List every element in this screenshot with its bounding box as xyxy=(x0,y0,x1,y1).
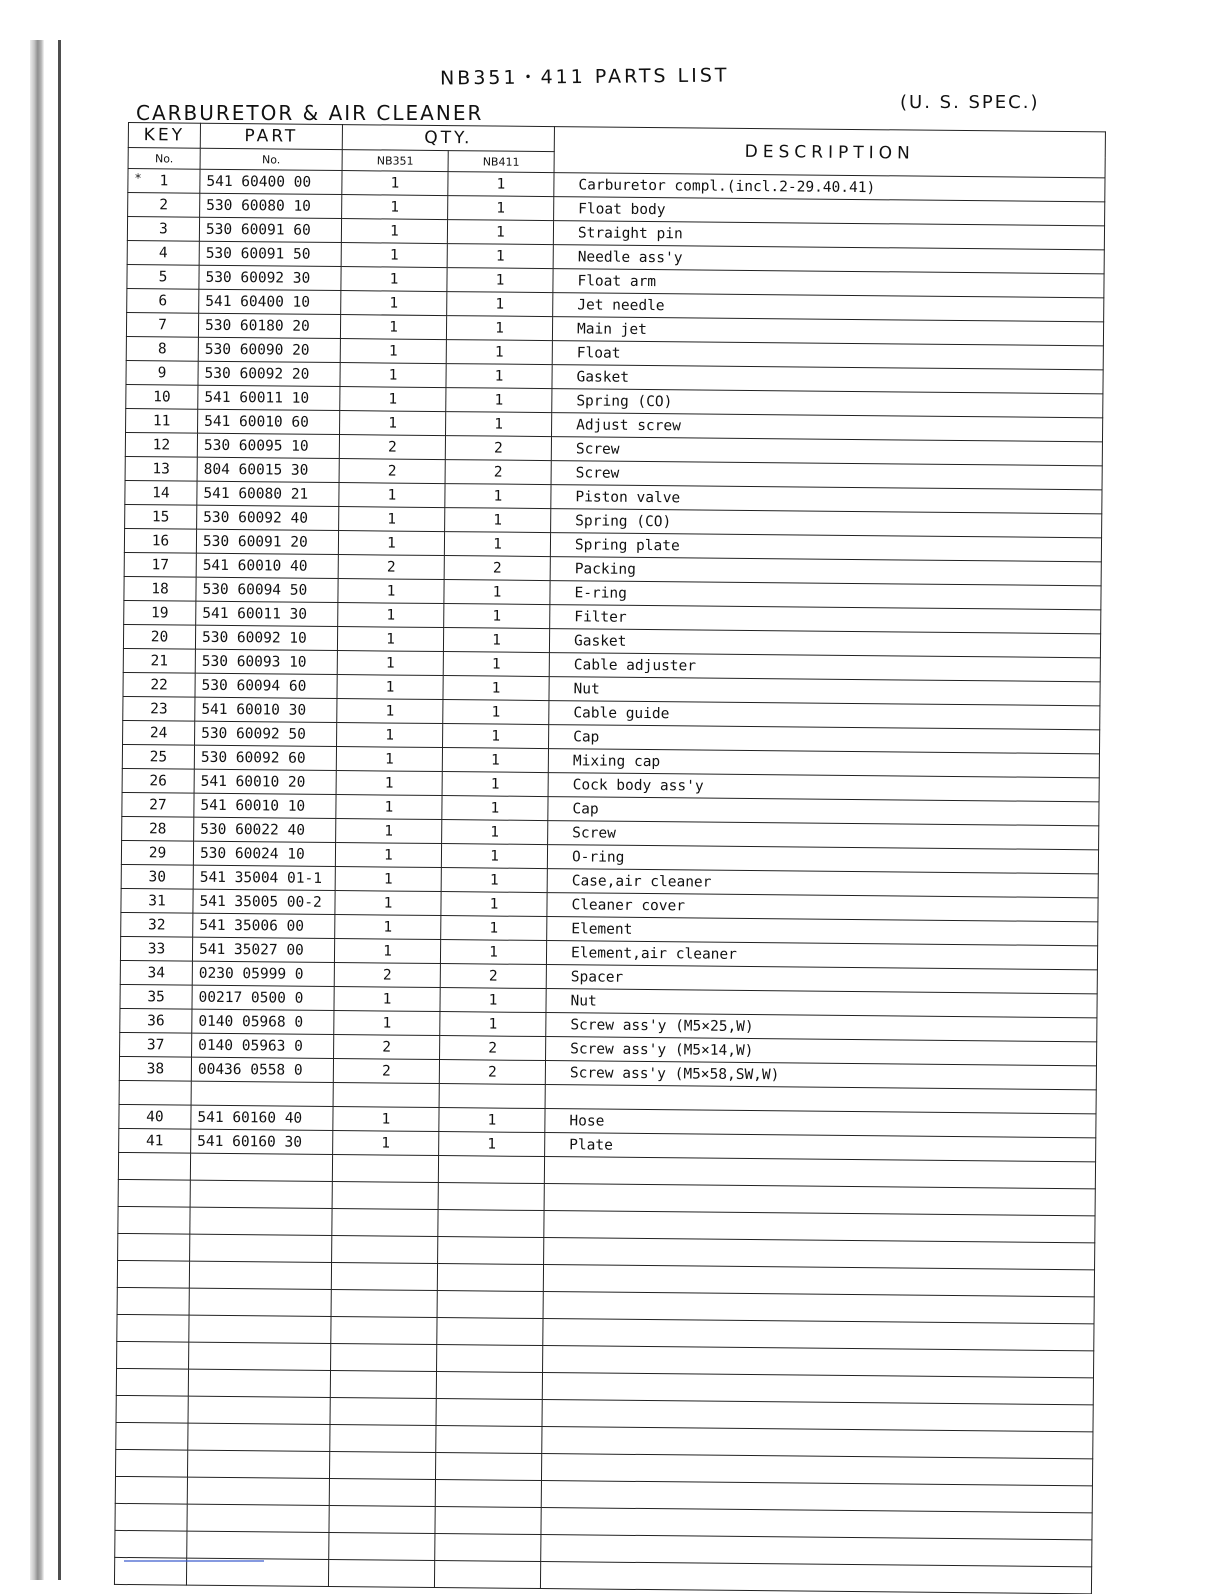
key-cell: 22 xyxy=(123,672,195,697)
key-cell xyxy=(119,1080,191,1105)
blank-cell xyxy=(189,1288,331,1316)
blank-cell xyxy=(438,1237,544,1265)
qty-nb351-cell: 1 xyxy=(340,339,446,364)
qty-nb411-cell: 2 xyxy=(444,556,550,581)
part-number-cell: 530 60093 10 xyxy=(195,649,337,674)
description-cell: Cleaner cover xyxy=(547,893,1098,922)
qty-nb411-cell: 1 xyxy=(447,292,553,317)
part-number-cell: 530 60091 50 xyxy=(199,241,341,266)
qty-nb411-cell: 1 xyxy=(443,652,549,677)
key-cell: 33 xyxy=(120,936,192,961)
qty-nb411-subheader: NB411 xyxy=(448,151,554,173)
qty-nb411-cell: 1 xyxy=(443,676,549,701)
blank-cell xyxy=(329,1478,435,1506)
part-number-cell: 530 60091 60 xyxy=(199,217,341,242)
qty-nb351-cell: 1 xyxy=(335,843,441,868)
qty-nb351-cell: 1 xyxy=(338,579,444,604)
qty-nb411-cell: 1 xyxy=(446,340,552,365)
description-cell: Screw ass'y (M5×58,SW,W) xyxy=(545,1061,1096,1090)
blank-cell xyxy=(434,1561,540,1589)
blank-cell xyxy=(188,1396,330,1424)
key-header: KEY xyxy=(128,123,200,149)
description-cell: Filter xyxy=(550,605,1101,634)
blank-cell xyxy=(189,1342,331,1370)
blank-cell xyxy=(189,1315,331,1343)
parts-table-container xyxy=(114,122,1105,1594)
qty-nb351-cell: 2 xyxy=(338,555,444,580)
blank-cell xyxy=(438,1210,544,1238)
spec-label: (U. S. SPEC.) xyxy=(900,92,1040,113)
key-cell: 21 xyxy=(123,648,195,673)
blank-cell xyxy=(190,1207,332,1235)
qty-nb411-cell: 2 xyxy=(445,460,551,485)
blank-cell xyxy=(116,1395,188,1423)
qty-nb411-cell: 1 xyxy=(448,172,554,197)
description-cell: Gasket xyxy=(552,365,1103,394)
description-cell: Nut xyxy=(546,989,1097,1018)
qty-nb411-cell: 2 xyxy=(445,436,551,461)
part-number-cell: 541 60160 40 xyxy=(191,1105,333,1130)
part-number-cell xyxy=(191,1081,333,1106)
blank-cell xyxy=(437,1291,543,1319)
description-cell: Gasket xyxy=(549,629,1100,658)
bottom-mark xyxy=(124,1560,264,1562)
description-cell: Screw ass'y (M5×25,W) xyxy=(546,1013,1097,1042)
qty-nb411-cell: 1 xyxy=(445,508,551,533)
part-number-cell: 541 35005 00-2 xyxy=(193,889,335,914)
key-cell: 18 xyxy=(124,576,196,601)
qty-nb351-cell: 1 xyxy=(338,531,444,556)
qty-nb411-cell: 1 xyxy=(440,988,546,1013)
blank-cell xyxy=(332,1182,438,1210)
key-cell: 14 xyxy=(125,480,197,505)
qty-nb351-cell: 1 xyxy=(341,219,447,244)
key-cell: 36 xyxy=(120,1008,192,1033)
qty-nb411-cell: 1 xyxy=(442,820,548,845)
blank-cell xyxy=(190,1180,332,1208)
description-cell: Cable guide xyxy=(549,701,1100,730)
description-cell: Element,air cleaner xyxy=(546,941,1097,970)
part-number-cell: 530 60091 20 xyxy=(196,529,338,554)
part-number-cell: 530 60092 50 xyxy=(195,721,337,746)
qty-nb351-cell: 1 xyxy=(341,291,447,316)
qty-nb351-cell: 1 xyxy=(342,195,448,220)
part-number-cell: 530 60092 30 xyxy=(199,265,341,290)
description-cell: Cable adjuster xyxy=(549,653,1100,682)
qty-nb411-cell: 1 xyxy=(442,748,548,773)
qty-nb411-cell: 1 xyxy=(442,772,548,797)
part-number-cell: 541 35004 01-1 xyxy=(193,865,335,890)
blank-cell xyxy=(328,1559,434,1587)
description-cell: Float body xyxy=(554,197,1105,226)
part-number-cell: 530 60092 20 xyxy=(198,361,340,386)
qty-nb351-cell: 1 xyxy=(337,651,443,676)
blank-cell xyxy=(437,1264,543,1292)
blank-cell xyxy=(436,1426,542,1454)
qty-nb411-cell: 1 xyxy=(443,628,549,653)
blank-cell xyxy=(117,1287,189,1315)
qty-nb351-cell: 1 xyxy=(340,363,446,388)
blank-cell xyxy=(331,1290,437,1318)
part-number-cell: 541 60080 21 xyxy=(197,481,339,506)
description-cell: Spacer xyxy=(546,965,1097,994)
description-cell: Cap xyxy=(549,725,1100,754)
key-cell: 10 xyxy=(126,384,198,409)
qty-nb411-cell: 1 xyxy=(446,316,552,341)
part-number-cell: 0230 05999 0 xyxy=(192,961,334,986)
key-cell: 8 xyxy=(126,336,198,361)
qty-nb351-cell: 1 xyxy=(336,819,442,844)
qty-nb351-cell: 1 xyxy=(338,603,444,628)
blank-cell xyxy=(117,1260,189,1288)
qty-nb351-cell: 1 xyxy=(334,1011,440,1036)
description-cell: Jet needle xyxy=(553,293,1104,322)
qty-nb351-cell: 1 xyxy=(339,483,445,508)
key-cell: 26 xyxy=(122,768,194,793)
blank-cell xyxy=(435,1534,541,1562)
key-cell: 4 xyxy=(127,240,199,265)
description-cell: Hose xyxy=(545,1109,1096,1138)
qty-nb351-cell: 1 xyxy=(334,987,440,1012)
part-number-cell: 541 60011 30 xyxy=(196,601,338,626)
description-cell: Mixing cap xyxy=(548,749,1099,778)
blank-cell xyxy=(435,1453,541,1481)
part-number-cell: 541 60400 10 xyxy=(199,289,341,314)
qty-nb411-cell: 1 xyxy=(444,580,550,605)
blank-cell xyxy=(540,1562,1091,1594)
qty-nb411-cell: 1 xyxy=(441,892,547,917)
qty-nb351-cell: 2 xyxy=(333,1059,439,1084)
description-cell: Spring plate xyxy=(550,533,1101,562)
qty-nb351-cell: 2 xyxy=(334,1035,440,1060)
qty-nb351-cell: 1 xyxy=(340,315,446,340)
qty-nb411-cell: 1 xyxy=(444,532,550,557)
qty-nb411-cell: 1 xyxy=(439,1132,545,1157)
key-cell: 11 xyxy=(126,408,198,433)
part-number-cell: 541 60010 40 xyxy=(196,553,338,578)
blank-cell xyxy=(332,1155,438,1183)
qty-nb351-cell: 2 xyxy=(334,963,440,988)
description-cell: O-ring xyxy=(547,845,1098,874)
blank-cell xyxy=(438,1183,544,1211)
description-cell: Float xyxy=(552,341,1103,370)
description-cell: Adjust screw xyxy=(552,413,1103,442)
qty-nb411-cell: 1 xyxy=(441,868,547,893)
description-cell: Screw xyxy=(551,461,1102,490)
blank-cell xyxy=(331,1344,437,1372)
document-title: NB351・411 PARTS LIST xyxy=(439,64,730,90)
description-cell: Screw xyxy=(551,437,1102,466)
part-number-cell: 530 60180 20 xyxy=(198,313,340,338)
blank-cell xyxy=(116,1368,188,1396)
blank-cell xyxy=(118,1233,190,1261)
blank-cell xyxy=(115,1503,187,1531)
part-number-cell: 541 60011 10 xyxy=(198,385,340,410)
qty-nb411-cell: 1 xyxy=(439,1108,545,1133)
qty-nb411-cell: 1 xyxy=(442,796,548,821)
key-cell: 37 xyxy=(120,1032,192,1057)
key-cell: 5 xyxy=(127,264,199,289)
qty-nb351-cell: 1 xyxy=(335,867,441,892)
qty-nb411-cell: 2 xyxy=(440,964,546,989)
blank-cell xyxy=(117,1314,189,1342)
key-cell: 34 xyxy=(120,960,192,985)
key-cell: 15 xyxy=(125,504,197,529)
part-number-cell: 530 60022 40 xyxy=(194,817,336,842)
blank-cell xyxy=(332,1236,438,1264)
qty-nb351-cell: 1 xyxy=(342,171,448,196)
description-cell: Screw xyxy=(548,821,1099,850)
part-number-cell: 530 60090 20 xyxy=(198,337,340,362)
qty-nb351-cell: 1 xyxy=(340,387,446,412)
blank-cell xyxy=(187,1450,329,1478)
qty-nb411-cell: 1 xyxy=(443,700,549,725)
parts-table-body xyxy=(114,169,1105,1594)
key-cell: 30 xyxy=(121,864,193,889)
qty-nb351-cell: 2 xyxy=(339,435,445,460)
description-cell: Cap xyxy=(548,797,1099,826)
key-cell: 40 xyxy=(119,1104,191,1129)
qty-nb411-cell: 1 xyxy=(444,604,550,629)
blank-cell xyxy=(115,1449,187,1477)
part-number-cell: 0140 05968 0 xyxy=(192,1009,334,1034)
part-number-cell: 00436 0558 0 xyxy=(191,1057,333,1082)
part-number-cell: 0140 05963 0 xyxy=(192,1033,334,1058)
part-number-cell: 530 60024 10 xyxy=(193,841,335,866)
key-cell: 3 xyxy=(127,217,199,242)
description-cell: Plate xyxy=(545,1133,1096,1162)
part-number-cell: 541 60010 20 xyxy=(194,769,336,794)
blank-cell xyxy=(187,1477,329,1505)
qty-nb351-subheader: NB351 xyxy=(342,150,448,172)
qty-nb351-cell: 1 xyxy=(337,723,443,748)
qty-nb411-cell: 1 xyxy=(446,412,552,437)
description-cell: Screw ass'y (M5×14,W) xyxy=(546,1037,1097,1066)
part-number-cell: 530 60094 50 xyxy=(196,577,338,602)
part-number-cell: 530 60080 10 xyxy=(200,193,342,218)
qty-nb411-cell: 1 xyxy=(441,916,547,941)
blank-cell xyxy=(435,1480,541,1508)
qty-header: QTY. xyxy=(342,125,554,152)
qty-nb411-cell: 1 xyxy=(445,484,551,509)
key-cell xyxy=(128,169,200,194)
description-cell: E-ring xyxy=(550,581,1101,610)
blank-cell xyxy=(331,1263,437,1291)
blank-cell xyxy=(190,1234,332,1262)
blank-cell xyxy=(186,1558,328,1586)
part-number-cell: 530 60092 40 xyxy=(197,505,339,530)
blank-cell xyxy=(330,1371,436,1399)
key-cell: 31 xyxy=(121,888,193,913)
qty-nb411-cell: 1 xyxy=(443,724,549,749)
qty-nb351-cell: 1 xyxy=(337,627,443,652)
key-cell: 13 xyxy=(125,456,197,481)
blank-cell xyxy=(187,1504,329,1532)
key-cell: 9 xyxy=(126,360,198,385)
blank-cell xyxy=(438,1156,544,1184)
key-cell: 27 xyxy=(122,792,194,817)
key-cell: 24 xyxy=(123,720,195,745)
qty-nb351-cell: 1 xyxy=(336,747,442,772)
part-number-cell: 00217 0500 0 xyxy=(192,985,334,1010)
qty-nb351-cell: 1 xyxy=(334,939,440,964)
qty-nb351-cell: 1 xyxy=(340,411,446,436)
blank-cell xyxy=(190,1153,332,1181)
part-number-cell: 541 60010 10 xyxy=(194,793,336,818)
blank-cell xyxy=(330,1424,436,1452)
qty-nb411-cell: 1 xyxy=(447,244,553,269)
part-number-cell: 530 60092 10 xyxy=(195,625,337,650)
description-cell: Spring (CO) xyxy=(552,389,1103,418)
qty-nb351-cell: 1 xyxy=(341,243,447,268)
qty-nb411-cell: 1 xyxy=(448,196,554,221)
blank-cell xyxy=(118,1179,190,1207)
qty-nb411-cell xyxy=(439,1084,545,1109)
qty-nb411-cell: 2 xyxy=(439,1060,545,1085)
section-title: CARBURETOR & AIR CLEANER xyxy=(136,101,484,125)
key-cell: 35 xyxy=(120,984,192,1009)
description-header: DESCRIPTION xyxy=(554,127,1105,178)
qty-nb351-cell xyxy=(333,1083,439,1108)
qty-nb351-cell: 1 xyxy=(335,891,441,916)
qty-nb411-cell: 1 xyxy=(440,940,546,965)
key-no-subheader: No. xyxy=(128,148,200,170)
qty-nb411-cell: 1 xyxy=(440,1012,546,1037)
key-cell: 32 xyxy=(121,912,193,937)
part-header: PART xyxy=(200,123,342,149)
blank-cell xyxy=(332,1209,438,1237)
qty-nb351-cell: 2 xyxy=(339,459,445,484)
qty-nb351-cell: 1 xyxy=(335,915,441,940)
part-number-cell: 541 60160 30 xyxy=(191,1129,333,1154)
scan-edge-line xyxy=(58,40,61,1580)
key-cell: 20 xyxy=(123,624,195,649)
description-cell: Packing xyxy=(550,557,1101,586)
blank-cell xyxy=(437,1345,543,1373)
qty-nb411-cell: 1 xyxy=(441,844,547,869)
blank-cell xyxy=(329,1451,435,1479)
key-cell: 16 xyxy=(124,528,196,553)
part-number-cell: 530 60092 60 xyxy=(194,745,336,770)
part-number-cell: 530 60095 10 xyxy=(197,433,339,458)
parts-table xyxy=(114,122,1106,1594)
key-cell: 6 xyxy=(127,288,199,313)
part-number-cell: 541 60010 30 xyxy=(195,697,337,722)
description-cell: Float arm xyxy=(553,269,1104,298)
qty-nb411-cell: 1 xyxy=(447,220,553,245)
description-cell: Carburetor compl.(incl.2-29.40.41) xyxy=(554,173,1105,202)
key-cell: 23 xyxy=(123,696,195,721)
blank-cell xyxy=(330,1398,436,1426)
qty-nb351-cell: 1 xyxy=(336,771,442,796)
qty-nb411-cell: 1 xyxy=(446,364,552,389)
blank-cell xyxy=(188,1369,330,1397)
description-cell: Piston valve xyxy=(551,485,1102,514)
qty-nb351-cell: 1 xyxy=(339,507,445,532)
part-number-cell: 541 35006 00 xyxy=(193,913,335,938)
description-cell: Straight pin xyxy=(553,221,1104,250)
description-cell: Element xyxy=(547,917,1098,946)
blank-cell xyxy=(436,1399,542,1427)
key-cell: 41 xyxy=(119,1128,191,1153)
qty-nb351-cell: 1 xyxy=(341,267,447,292)
blank-cell xyxy=(329,1532,435,1560)
blank-cell xyxy=(115,1530,187,1558)
qty-nb351-cell: 1 xyxy=(333,1107,439,1132)
blank-cell xyxy=(187,1531,329,1559)
key-cell: 12 xyxy=(125,432,197,457)
star-mark: * xyxy=(134,171,142,186)
blank-cell xyxy=(188,1423,330,1451)
qty-nb411-cell: 2 xyxy=(440,1036,546,1061)
key-cell: 7 xyxy=(126,312,198,337)
scan-edge-shadow xyxy=(30,40,44,1580)
part-number-cell: 804 60015 30 xyxy=(197,457,339,482)
key-cell: 29 xyxy=(121,840,193,865)
qty-nb351-cell: 1 xyxy=(336,795,442,820)
description-cell: Nut xyxy=(549,677,1100,706)
blank-cell xyxy=(435,1507,541,1535)
description-cell: Cock body ass'y xyxy=(548,773,1099,802)
key-cell: 28 xyxy=(122,816,194,841)
part-number-cell: 541 35027 00 xyxy=(192,937,334,962)
qty-nb411-cell: 1 xyxy=(446,388,552,413)
key-cell: 25 xyxy=(122,744,194,769)
qty-nb411-cell: 1 xyxy=(447,268,553,293)
part-number-cell: 530 60094 60 xyxy=(195,673,337,698)
blank-cell xyxy=(437,1318,543,1346)
description-cell: Needle ass'y xyxy=(553,245,1104,274)
blank-cell xyxy=(115,1476,187,1504)
blank-cell xyxy=(117,1341,189,1369)
description-cell: Case,air cleaner xyxy=(547,869,1098,898)
blank-cell xyxy=(118,1206,190,1234)
qty-nb351-cell: 1 xyxy=(337,675,443,700)
blank-cell xyxy=(189,1261,331,1289)
blank-cell xyxy=(329,1505,435,1533)
key-cell: 2 xyxy=(128,193,200,218)
key-cell: 19 xyxy=(124,600,196,625)
key-cell: 17 xyxy=(124,552,196,577)
part-number-cell: 541 60400 00 xyxy=(200,169,342,194)
blank-cell xyxy=(116,1422,188,1450)
key-cell: 38 xyxy=(119,1056,191,1081)
blank-cell xyxy=(331,1317,437,1345)
qty-nb351-cell: 1 xyxy=(337,699,443,724)
blank-cell xyxy=(118,1152,190,1180)
blank-cell xyxy=(436,1372,542,1400)
qty-nb351-cell: 1 xyxy=(333,1131,439,1156)
description-cell: Main jet xyxy=(552,317,1103,346)
description-cell: Spring (CO) xyxy=(551,509,1102,538)
part-no-subheader: No. xyxy=(200,148,342,170)
key-number: 1 xyxy=(159,172,169,189)
part-number-cell: 541 60010 60 xyxy=(198,409,340,434)
